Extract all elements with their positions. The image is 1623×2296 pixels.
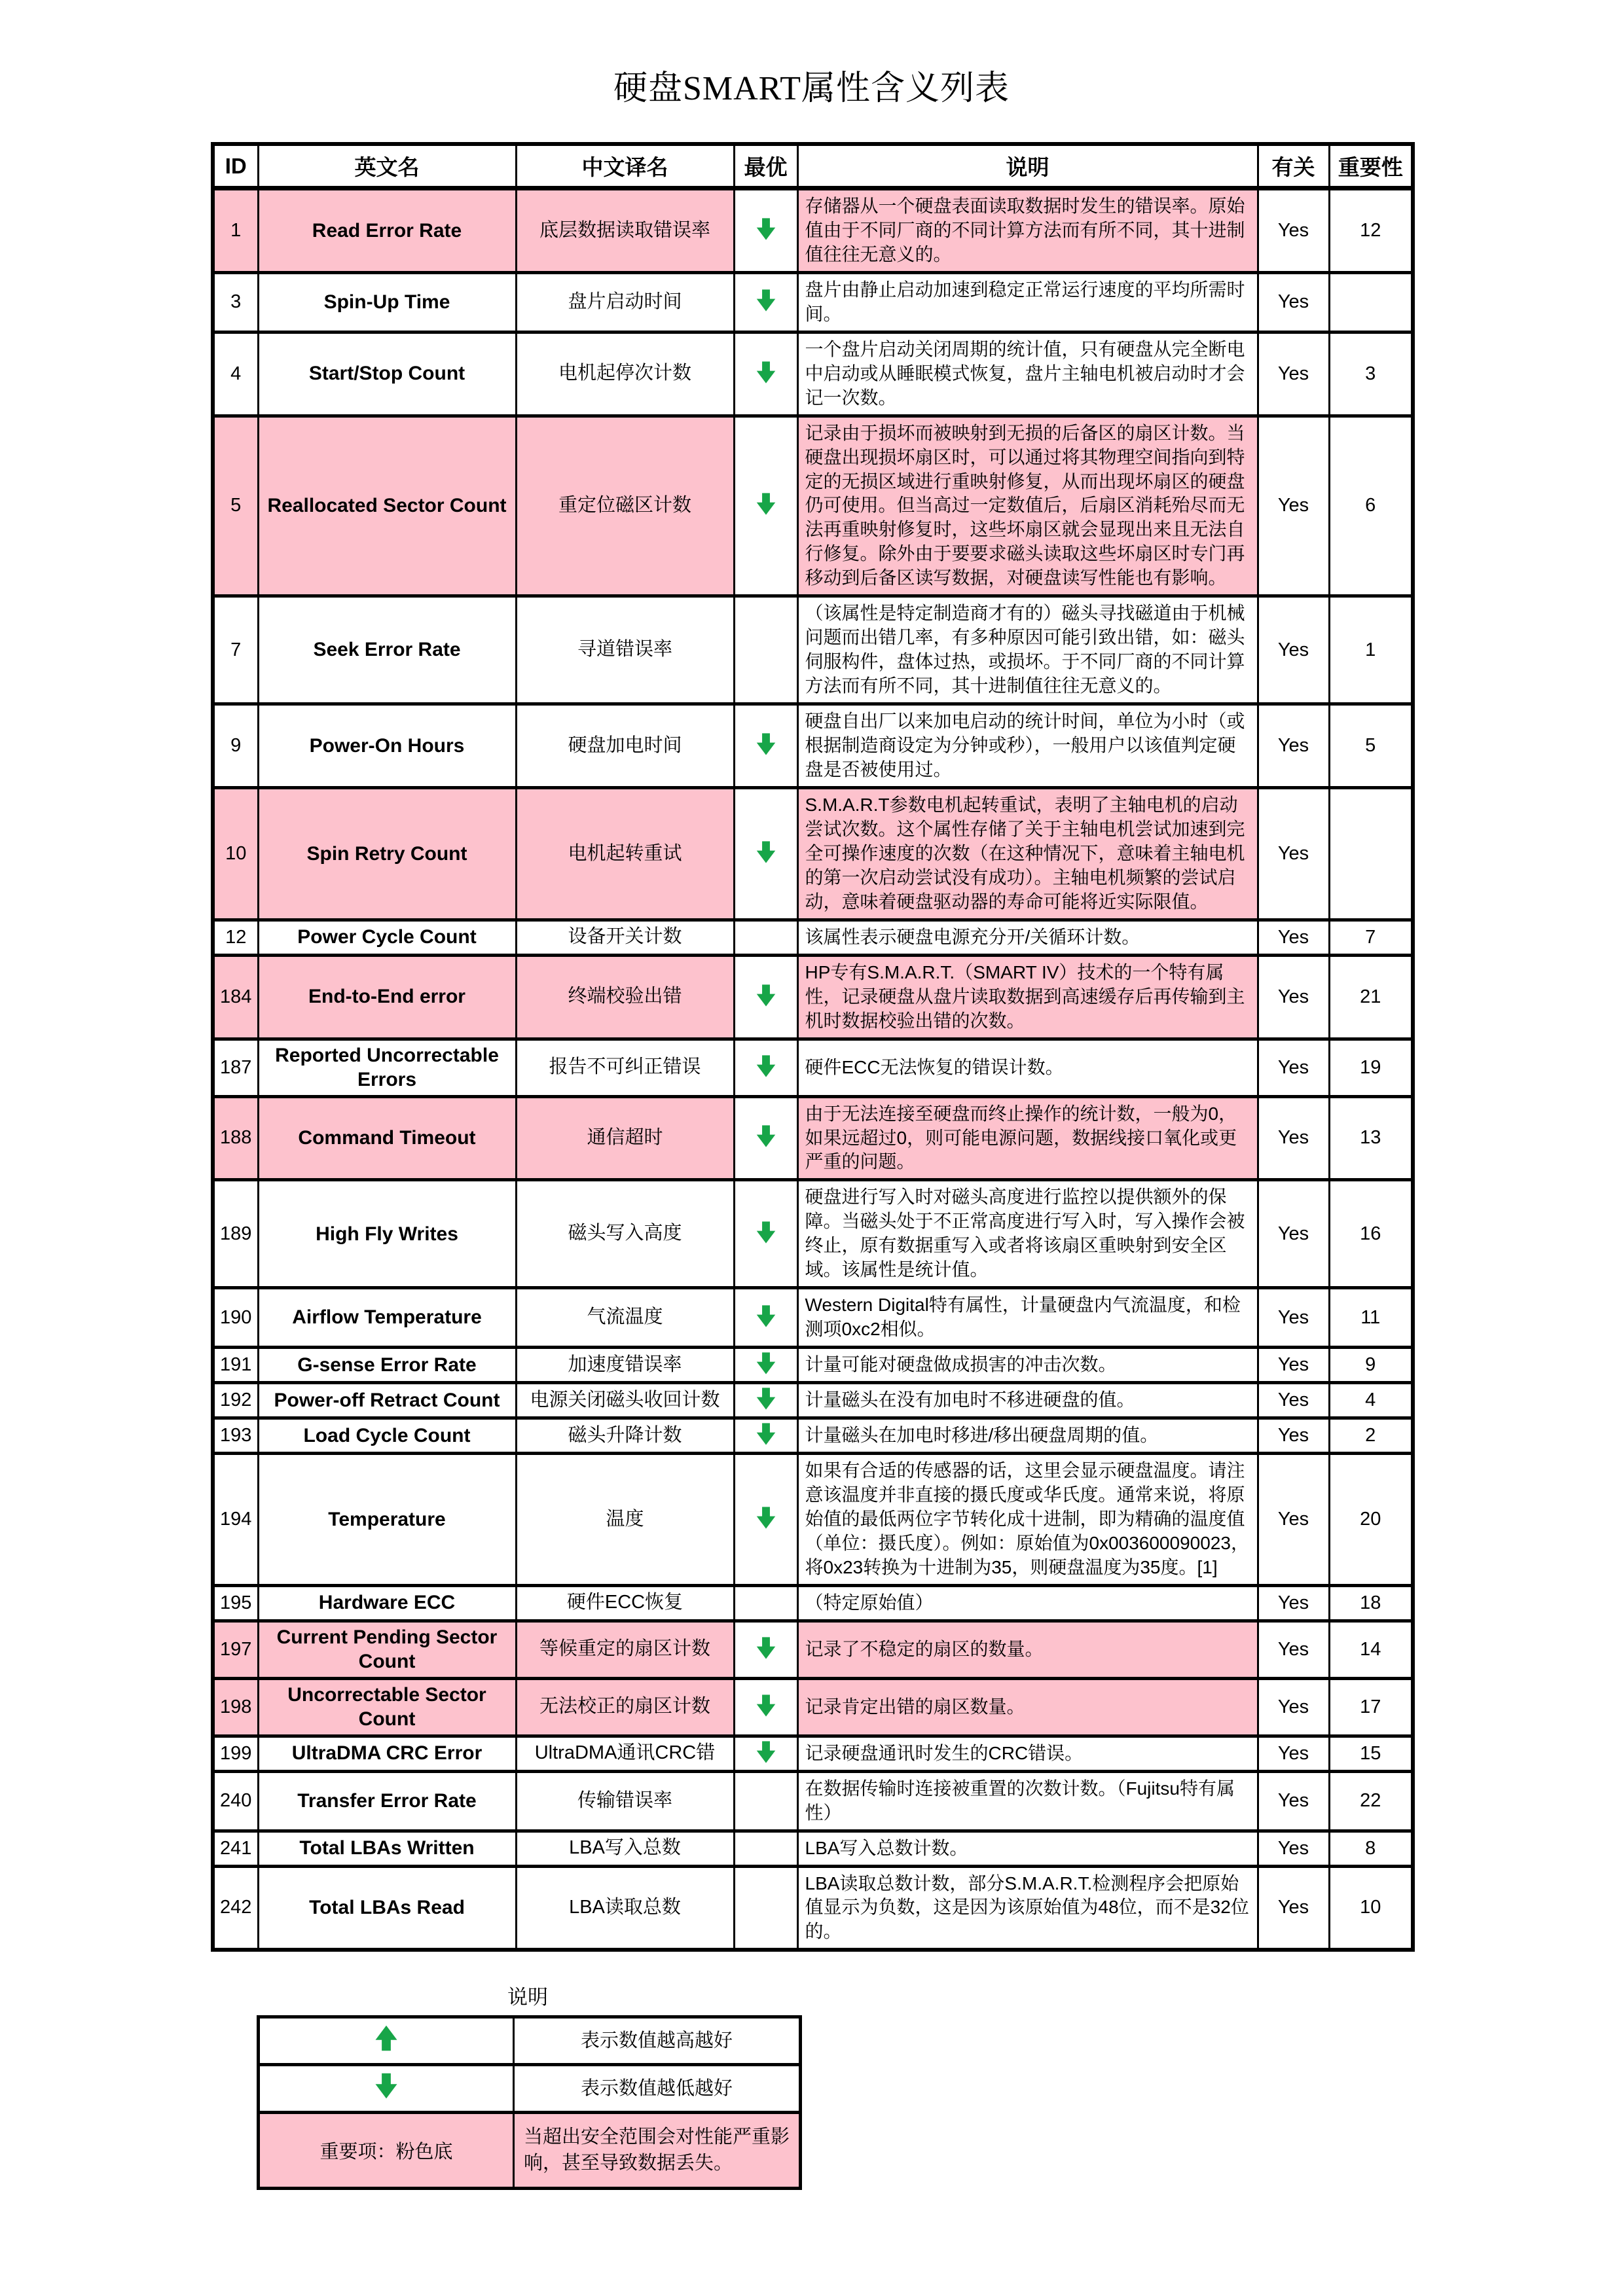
table-row <box>213 1831 1413 1866</box>
cell-description: LBA读取总数计数，部分S.M.A.R.T.检测程序会把原始值显示为负数，这是因为该原始值为48位，而不是32位的。 <box>797 1866 1258 1950</box>
down-arrow-icon <box>754 1124 778 1152</box>
cell-related: Yes <box>1258 1831 1329 1866</box>
table-row <box>213 1288 1413 1348</box>
cell-english-name: Start/Stop Count <box>258 332 516 416</box>
cell-related: Yes <box>1258 1771 1329 1831</box>
cell-best-direction <box>734 1039 797 1096</box>
table-row <box>213 787 1413 920</box>
cell-id: 191 <box>213 1348 258 1383</box>
legend-body <box>259 2017 801 2188</box>
cell-importance: 9 <box>1329 1348 1413 1383</box>
header-id: ID <box>213 144 258 188</box>
table-body <box>213 188 1413 1950</box>
cell-chinese-name: 温度 <box>516 1453 734 1585</box>
table-row <box>213 1418 1413 1454</box>
down-arrow-icon <box>754 1304 778 1332</box>
table-row <box>213 920 1413 955</box>
cell-chinese-name: 硬盘加电时间 <box>516 704 734 788</box>
cell-importance: 13 <box>1329 1096 1413 1180</box>
cell-importance: 17 <box>1329 1678 1413 1736</box>
cell-id: 7 <box>213 596 258 704</box>
header-importance: 重要性 <box>1329 144 1413 188</box>
cell-description: S.M.A.R.T参数电机起转重试，表明了主轴电机的启动尝试次数。这个属性存储了关于主轴电机尝试加速到完全可操作速度的次数（在这种情况下，意味着主轴电机的第一次启动尝试没有成功）。主轴电机频繁的尝试启动，意味着硬盘驱动器的寿命可能将近实际限值。 <box>797 787 1258 920</box>
header-description: 说明 <box>797 144 1258 188</box>
table-row <box>213 416 1413 596</box>
cell-english-name: Reallocated Sector Count <box>258 416 516 596</box>
up-arrow-icon <box>372 2024 401 2058</box>
cell-best-direction <box>734 1418 797 1454</box>
cell-chinese-name: 设备开关计数 <box>516 920 734 955</box>
legend-symbol-cell <box>259 2017 514 2065</box>
cell-best-direction <box>734 955 797 1039</box>
legend-row <box>259 2113 801 2188</box>
cell-related: Yes <box>1258 272 1329 332</box>
cell-related: Yes <box>1258 955 1329 1039</box>
cell-id: 3 <box>213 272 258 332</box>
cell-id: 194 <box>213 1453 258 1585</box>
cell-best-direction <box>734 416 797 596</box>
cell-related: Yes <box>1258 1585 1329 1621</box>
table-row <box>213 955 1413 1039</box>
cell-importance: 14 <box>1329 1621 1413 1678</box>
cell-id: 190 <box>213 1288 258 1348</box>
cell-related: Yes <box>1258 188 1329 273</box>
cell-english-name: Total LBAs Read <box>258 1866 516 1950</box>
down-arrow-icon <box>754 1505 778 1534</box>
cell-english-name: Spin-Up Time <box>258 272 516 332</box>
cell-english-name: Command Timeout <box>258 1096 516 1180</box>
cell-english-name: Uncorrectable Sector Count <box>258 1678 516 1736</box>
legend-desc-cell: 表示数值越高越好 <box>514 2017 801 2065</box>
table-row <box>213 1585 1413 1621</box>
cell-best-direction <box>734 272 797 332</box>
cell-description: （该属性是特定制造商才有的）磁头寻找磁道由于机械问题而出错几率，有多种原因可能引致出错，如：磁头伺服构件，盘体过热，或损坏。于不同厂商的不同计算方法而有所不同，其十进制值往往无意义的。 <box>797 596 1258 704</box>
cell-description: （特定原始值） <box>797 1585 1258 1621</box>
cell-english-name: Current Pending Sector Count <box>258 1621 516 1678</box>
cell-english-name: Power-off Retract Count <box>258 1383 516 1418</box>
table-row <box>213 1621 1413 1678</box>
cell-importance: 3 <box>1329 332 1413 416</box>
cell-best-direction <box>734 1453 797 1585</box>
cell-best-direction <box>734 1348 797 1383</box>
cell-english-name: Power-On Hours <box>258 704 516 788</box>
cell-english-name: High Fly Writes <box>258 1180 516 1288</box>
table-row <box>213 1383 1413 1418</box>
cell-id: 198 <box>213 1678 258 1736</box>
cell-description: 存储器从一个硬盘表面读取数据时发生的错误率。原始值由于不同厂商的不同计算方法而有所不同，其十进制值往往无意义的。 <box>797 188 1258 273</box>
table-header <box>213 144 1413 188</box>
cell-description: 计量磁头在没有加电时不移进硬盘的值。 <box>797 1383 1258 1418</box>
cell-importance: 21 <box>1329 955 1413 1039</box>
cell-id: 242 <box>213 1866 258 1950</box>
cell-chinese-name: 盘片启动时间 <box>516 272 734 332</box>
cell-id: 5 <box>213 416 258 596</box>
cell-description: 记录肯定出错的扇区数量。 <box>797 1678 1258 1736</box>
cell-english-name: G-sense Error Rate <box>258 1348 516 1383</box>
cell-best-direction <box>734 1383 797 1418</box>
cell-importance: 5 <box>1329 704 1413 788</box>
cell-related: Yes <box>1258 1180 1329 1288</box>
cell-related: Yes <box>1258 1866 1329 1950</box>
cell-english-name: Transfer Error Rate <box>258 1771 516 1831</box>
down-arrow-icon <box>754 1351 778 1379</box>
cell-best-direction <box>734 1678 797 1736</box>
cell-chinese-name: 重定位磁区计数 <box>516 416 734 596</box>
cell-best-direction <box>734 920 797 955</box>
cell-english-name: Seek Error Rate <box>258 596 516 704</box>
cell-best-direction <box>734 704 797 788</box>
cell-importance: 10 <box>1329 1866 1413 1950</box>
cell-related: Yes <box>1258 1288 1329 1348</box>
cell-chinese-name: 磁头升降计数 <box>516 1418 734 1454</box>
cell-best-direction <box>734 1736 797 1771</box>
down-arrow-icon <box>754 840 778 868</box>
cell-id: 9 <box>213 704 258 788</box>
header-best-direction: 最优 <box>734 144 797 188</box>
cell-chinese-name: 磁头写入高度 <box>516 1180 734 1288</box>
legend-symbol-cell <box>259 2065 514 2113</box>
cell-chinese-name: 硬件ECC恢复 <box>516 1585 734 1621</box>
cell-chinese-name: LBA写入总数 <box>516 1831 734 1866</box>
cell-related: Yes <box>1258 920 1329 955</box>
cell-id: 192 <box>213 1383 258 1418</box>
cell-chinese-name: 通信超时 <box>516 1096 734 1180</box>
cell-importance: 6 <box>1329 416 1413 596</box>
cell-best-direction <box>734 1288 797 1348</box>
cell-best-direction <box>734 188 797 273</box>
cell-english-name: Load Cycle Count <box>258 1418 516 1454</box>
cell-related: Yes <box>1258 1678 1329 1736</box>
cell-importance: 15 <box>1329 1736 1413 1771</box>
down-arrow-icon <box>754 983 778 1011</box>
cell-english-name: Temperature <box>258 1453 516 1585</box>
cell-chinese-name: 电机起转重试 <box>516 787 734 920</box>
cell-description: 计量磁头在加电时移进/移出硬盘周期的值。 <box>797 1418 1258 1454</box>
cell-chinese-name: 加速度错误率 <box>516 1348 734 1383</box>
table-row <box>213 1039 1413 1096</box>
cell-related: Yes <box>1258 1418 1329 1454</box>
cell-importance: 16 <box>1329 1180 1413 1288</box>
cell-id: 12 <box>213 920 258 955</box>
header-related: 有关 <box>1258 144 1329 188</box>
cell-english-name: Power Cycle Count <box>258 920 516 955</box>
cell-chinese-name: 电源关闭磁头收回计数 <box>516 1383 734 1418</box>
down-arrow-icon <box>754 1636 778 1664</box>
down-arrow-icon <box>754 288 778 316</box>
legend-title: 说明 <box>507 1986 548 2009</box>
cell-best-direction <box>734 596 797 704</box>
cell-chinese-name: 终端校验出错 <box>516 955 734 1039</box>
cell-importance: 20 <box>1329 1453 1413 1585</box>
cell-related: Yes <box>1258 1621 1329 1678</box>
cell-description: LBA写入总数计数。 <box>797 1831 1258 1866</box>
cell-related: Yes <box>1258 1348 1329 1383</box>
cell-english-name: Total LBAs Written <box>258 1831 516 1866</box>
cell-related: Yes <box>1258 1736 1329 1771</box>
cell-description: 在数据传输时连接被重置的次数计数。（Fujitsu特有属性） <box>797 1771 1258 1831</box>
cell-chinese-name: 报告不可纠正错误 <box>516 1039 734 1096</box>
cell-best-direction <box>734 1771 797 1831</box>
down-arrow-icon <box>754 217 778 245</box>
cell-id: 187 <box>213 1039 258 1096</box>
cell-description: 一个盘片启动关闭周期的统计值，只有硬盘从完全断电中启动或从睡眠模式恢复，盘片主轴电机被启动时才会记一次数。 <box>797 332 1258 416</box>
cell-description: 记录硬盘通讯时发生的CRC错误。 <box>797 1736 1258 1771</box>
cell-chinese-name: 气流温度 <box>516 1288 734 1348</box>
table-row <box>213 1866 1413 1950</box>
cell-id: 199 <box>213 1736 258 1771</box>
cell-best-direction <box>734 1621 797 1678</box>
table-row <box>213 1736 1413 1771</box>
cell-best-direction <box>734 332 797 416</box>
cell-id: 10 <box>213 787 258 920</box>
cell-importance: 18 <box>1329 1585 1413 1621</box>
down-arrow-icon <box>754 1422 778 1450</box>
cell-importance: 1 <box>1329 596 1413 704</box>
table-row <box>213 272 1413 332</box>
down-arrow-icon <box>372 2072 401 2106</box>
cell-chinese-name: 底层数据读取错误率 <box>516 188 734 273</box>
cell-importance: 19 <box>1329 1039 1413 1096</box>
cell-id: 241 <box>213 1831 258 1866</box>
cell-id: 240 <box>213 1771 258 1831</box>
cell-chinese-name: 无法校正的扇区计数 <box>516 1678 734 1736</box>
cell-related: Yes <box>1258 1096 1329 1180</box>
cell-related: Yes <box>1258 1383 1329 1418</box>
cell-english-name: Hardware ECC <box>258 1585 516 1621</box>
cell-related: Yes <box>1258 332 1329 416</box>
cell-best-direction <box>734 1096 797 1180</box>
legend-section <box>257 1981 799 2189</box>
cell-importance: 11 <box>1329 1288 1413 1348</box>
cell-id: 189 <box>213 1180 258 1288</box>
cell-importance <box>1329 272 1413 332</box>
down-arrow-icon <box>754 1220 778 1248</box>
cell-related: Yes <box>1258 416 1329 596</box>
down-arrow-icon <box>754 1693 778 1721</box>
cell-english-name: Spin Retry Count <box>258 787 516 920</box>
page-title: 硬盘SMART属性含义列表 <box>613 70 1010 107</box>
cell-description: 该属性表示硬盘电源充分开/关循环计数。 <box>797 920 1258 955</box>
cell-chinese-name: UltraDMA通讯CRC错 <box>516 1736 734 1771</box>
cell-importance <box>1329 787 1413 920</box>
table-row <box>213 1771 1413 1831</box>
cell-id: 188 <box>213 1096 258 1180</box>
cell-related: Yes <box>1258 1453 1329 1585</box>
header-chinese-name: 中文译名 <box>516 144 734 188</box>
cell-english-name: Airflow Temperature <box>258 1288 516 1348</box>
cell-importance: 4 <box>1329 1383 1413 1418</box>
cell-description: 硬盘进行写入时对磁头高度进行监控以提供额外的保障。当磁头处于不正常高度进行写入时，写入操作会被终止，原有数据重写入或者将该扇区重映射到安全区域。该属性是统计值。 <box>797 1180 1258 1288</box>
table-row <box>213 1348 1413 1383</box>
cell-chinese-name: 等候重定的扇区计数 <box>516 1621 734 1678</box>
cell-related: Yes <box>1258 787 1329 920</box>
smart-attributes-table <box>211 142 1415 1952</box>
cell-best-direction <box>734 787 797 920</box>
cell-best-direction <box>734 1866 797 1950</box>
cell-english-name: Read Error Rate <box>258 188 516 273</box>
cell-importance: 7 <box>1329 920 1413 955</box>
cell-chinese-name: 传输错误率 <box>516 1771 734 1831</box>
down-arrow-icon <box>754 1740 778 1768</box>
cell-description: 记录由于损坏而被映射到无损的后备区的扇区计数。当硬盘出现损坏扇区时，可以通过将其物理空间指向到特定的无损区域进行重映射修复，从而出现坏扇区的硬盘仍可使用。但当高过一定数值后，后扇区消耗殆尽而无法再重映射修复时，这些坏扇区就会显现出来且无法自行修复。除外由于要要求磁头读取这些坏扇区时专门再移动到后备区读写数据，对硬盘读写性能也有影响。 <box>797 416 1258 596</box>
cell-description: 盘片由静止启动加速到稳定正常运行速度的平均所需时间。 <box>797 272 1258 332</box>
table-row <box>213 596 1413 704</box>
legend-row <box>259 2017 801 2065</box>
table-row <box>213 704 1413 788</box>
cell-id: 184 <box>213 955 258 1039</box>
cell-id: 193 <box>213 1418 258 1454</box>
cell-description: 硬件ECC无法恢复的错误计数。 <box>797 1039 1258 1096</box>
legend-desc-cell: 当超出安全范围会对性能严重影响，甚至导致数据丢失。 <box>514 2113 801 2188</box>
down-arrow-icon <box>754 1054 778 1082</box>
cell-importance: 2 <box>1329 1418 1413 1454</box>
cell-best-direction <box>734 1831 797 1866</box>
table-row <box>213 1453 1413 1585</box>
cell-chinese-name: LBA读取总数 <box>516 1866 734 1950</box>
table-row <box>213 1180 1413 1288</box>
cell-description: HP专有S.M.A.R.T.（SMART IV）技术的一个特有属性，记录硬盘从盘片读取数据到高速缓存后再传输到主机时数据校验出错的次数。 <box>797 955 1258 1039</box>
down-arrow-icon <box>754 360 778 388</box>
legend-row <box>259 2065 801 2113</box>
down-arrow-icon <box>754 492 778 520</box>
cell-description: 如果有合适的传感器的话，这里会显示硬盘温度。请注意该温度并非直接的摄氏度或华氏度。通常来说，将原始值的最低两位字节转化成十进制，即为精确的温度值（单位：摄氏度）。例如：原始值为0x003600090023，将0x23转换为十进制为35，则硬盘温度为35度。[1] <box>797 1453 1258 1585</box>
cell-importance: 8 <box>1329 1831 1413 1866</box>
legend-table <box>257 2015 802 2189</box>
table-row <box>213 1678 1413 1736</box>
table-row <box>213 1096 1413 1180</box>
cell-importance: 12 <box>1329 188 1413 273</box>
cell-description: Western Digital特有属性，计量硬盘内气流温度，和检测项0xc2相似。 <box>797 1288 1258 1348</box>
cell-best-direction <box>734 1180 797 1288</box>
legend-desc-cell: 表示数值越低越好 <box>514 2065 801 2113</box>
header-row <box>213 144 1413 188</box>
table-row <box>213 332 1413 416</box>
down-arrow-icon <box>754 1386 778 1414</box>
cell-chinese-name: 寻道错误率 <box>516 596 734 704</box>
cell-importance: 22 <box>1329 1771 1413 1831</box>
table-row <box>213 188 1413 273</box>
cell-description: 计量可能对硬盘做成损害的冲击次数。 <box>797 1348 1258 1383</box>
cell-id: 1 <box>213 188 258 273</box>
down-arrow-icon <box>754 732 778 760</box>
legend-symbol-cell: 重要项：粉色底 <box>259 2113 514 2188</box>
cell-description: 由于无法连接至硬盘而终止操作的统计数，一般为0，如果远超过0，则可能电源问题，数据线接口氧化或更严重的问题。 <box>797 1096 1258 1180</box>
cell-id: 4 <box>213 332 258 416</box>
cell-english-name: End-to-End error <box>258 955 516 1039</box>
cell-description: 硬盘自出厂以来加电启动的统计时间，单位为小时（或根据制造商设定为分钟或秒），一般用户以该值判定硬盘是否被使用过。 <box>797 704 1258 788</box>
cell-id: 195 <box>213 1585 258 1621</box>
cell-english-name: Reported Uncorrectable Errors <box>258 1039 516 1096</box>
cell-related: Yes <box>1258 596 1329 704</box>
cell-english-name: UltraDMA CRC Error <box>258 1736 516 1771</box>
cell-best-direction <box>734 1585 797 1621</box>
cell-related: Yes <box>1258 704 1329 788</box>
cell-id: 197 <box>213 1621 258 1678</box>
cell-description: 记录了不稳定的扇区的数量。 <box>797 1621 1258 1678</box>
header-english-name: 英文名 <box>258 144 516 188</box>
cell-chinese-name: 电机起停次计数 <box>516 332 734 416</box>
cell-related: Yes <box>1258 1039 1329 1096</box>
